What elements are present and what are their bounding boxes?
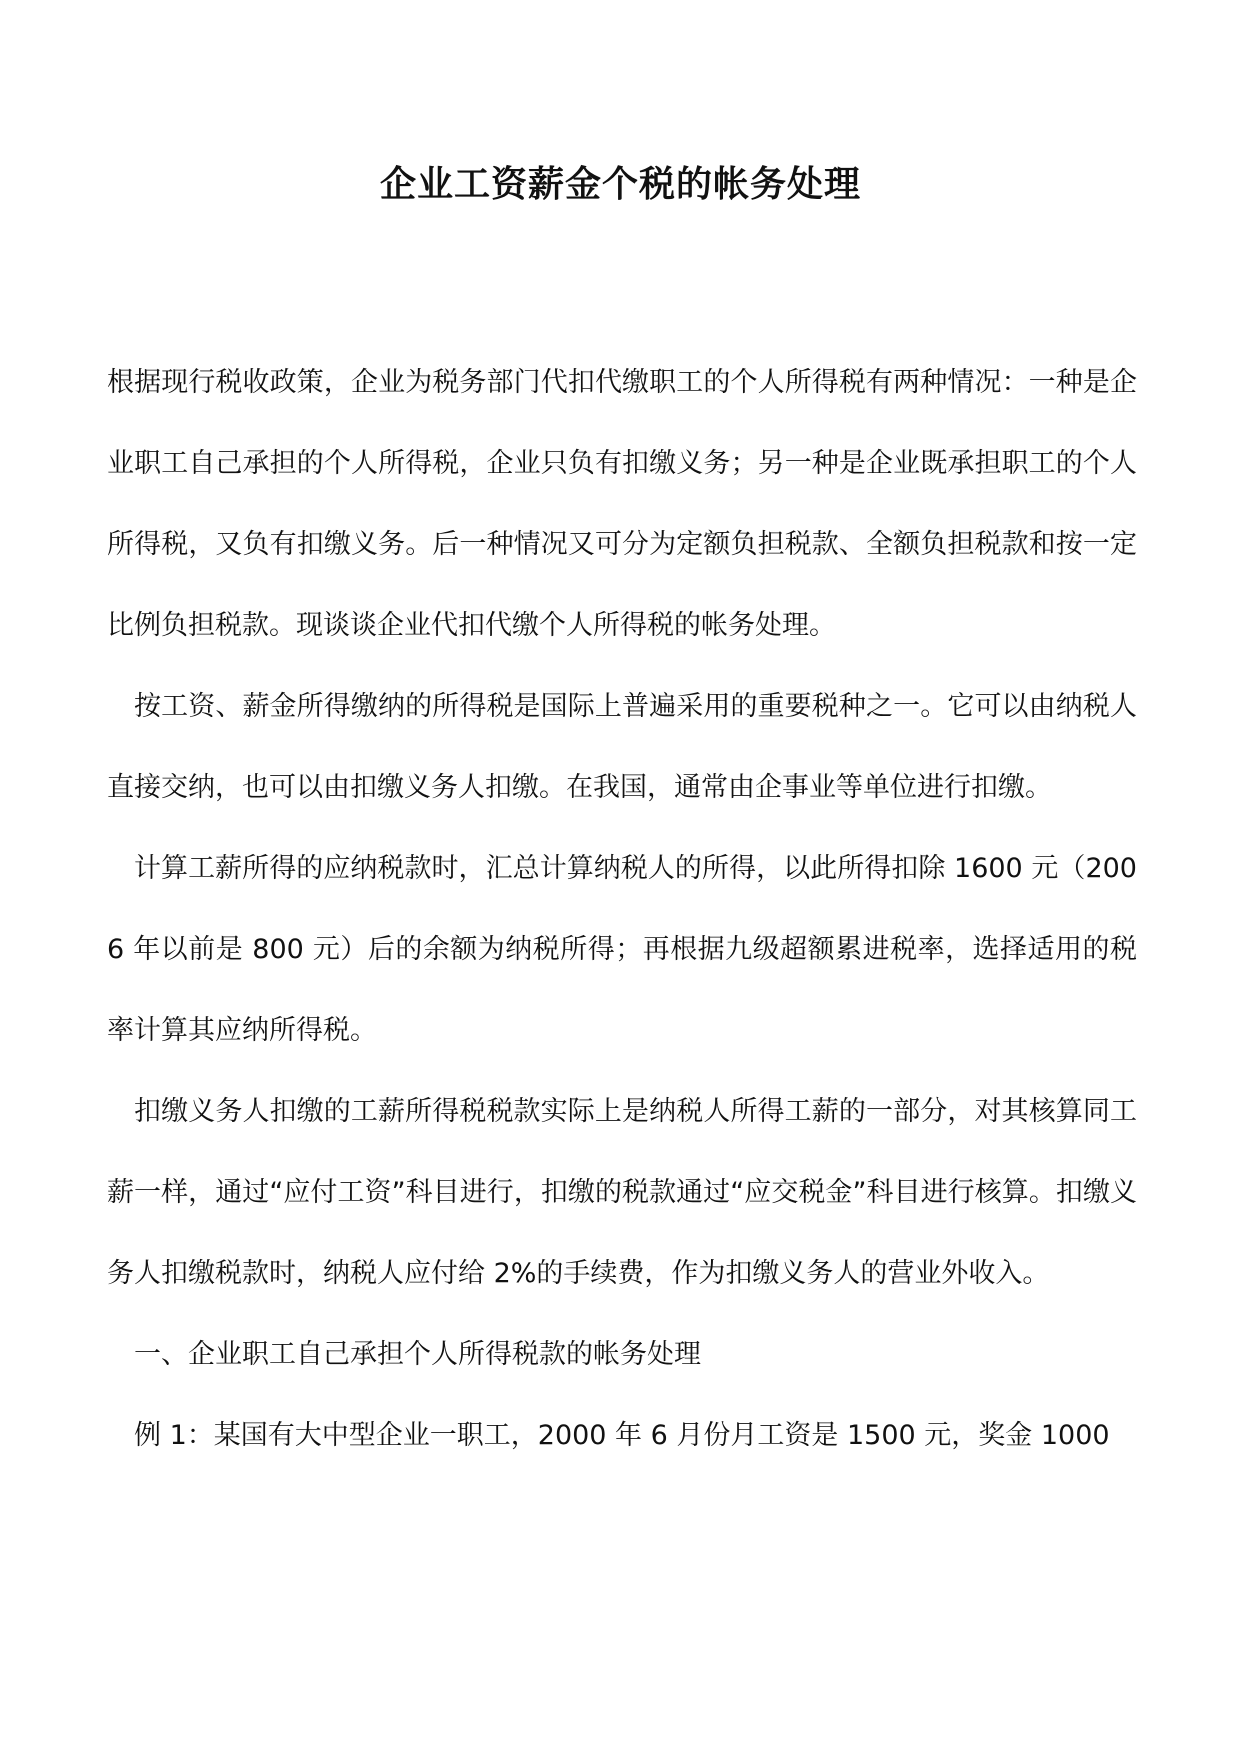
section-heading-1: 一、企业职工自己承担个人所得税款的帐务处理	[134, 1339, 701, 1370]
document-title: 企业工资薪金个税的帐务处理	[379, 163, 861, 205]
paragraph-tax-overview: 按工资、薪金所得缴纳的所得税是国际上普遍采用的重要税种之一。它可以由纳税人直接交纳，也可以由扣缴义务人扣缴。在我国，通常由企事业等单位进行扣缴。	[107, 691, 1137, 803]
paragraph-intro: 根据现行税收政策，企业为税务部门代扣代缴职工的个人所得税有两种情况：一种是企业职工自己承担的个人所得税，企业只负有扣缴义务；另一种是企业既承担职工的个人所得税，又负有扣缴义务。后一种情况又可分为定额负担税款、全额负担税款和按一定比例负担税款。现谈谈企业代扣代缴个人所得税的帐务处理。	[107, 367, 1137, 641]
document-body	[107, 342, 1137, 1476]
paragraph-tax-calculation: 计算工薪所得的应纳税款时，汇总计算纳税人的所得，以此所得扣除 1600 元（2006 年以前是 800 元）后的余额为纳税所得；再根据九级超额累进税率，选择适用的税率计算其应纳所得税。	[107, 853, 1137, 1046]
paragraph-example-1: 例 1：某国有大中型企业一职工，2000 年 6 月份月工资是 1500 元，奖金 1000	[134, 1420, 1110, 1451]
paragraph-withholding-accounting: 扣缴义务人扣缴的工薪所得税税款实际上是纳税人所得工薪的一部分，对其核算同工薪一样，通过“应付工资”科目进行，扣缴的税款通过“应交税金”科目进行核算。扣缴义务人扣缴税款时，纳税人应付给 2%的手续费，作为扣缴义务人的营业外收入。	[107, 1096, 1137, 1289]
